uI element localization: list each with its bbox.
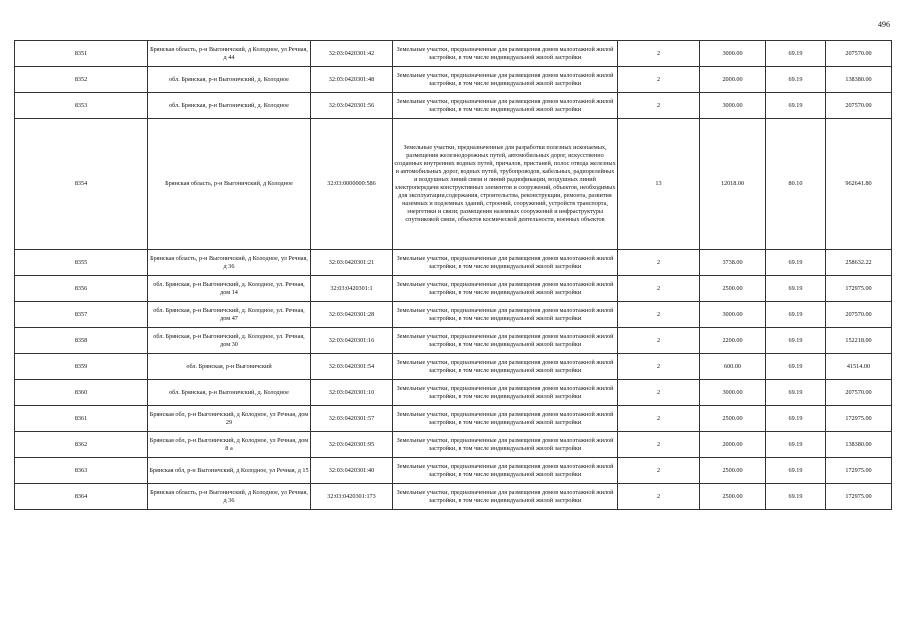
row-number: 8363 — [15, 458, 148, 484]
row-number: 8356 — [15, 276, 148, 302]
land-category-code-cell: 2 — [618, 276, 700, 302]
row-number: 8355 — [15, 250, 148, 276]
land-use-cell: Земельные участки, предназначенные для размещения домов малоэтажной жилой застройки, в том числе индивидуальной жилой застройки — [393, 302, 618, 328]
table-row — [15, 406, 892, 432]
row-number: 8361 — [15, 406, 148, 432]
land-category-code-cell: 2 — [618, 67, 700, 93]
area-cell: 2500.00 — [700, 458, 766, 484]
cadastral-number-cell: 32:03:0420301:173 — [311, 484, 393, 510]
cadastral-number-cell: 32:03:0420301:10 — [311, 380, 393, 406]
unit-value-cell: 69.19 — [766, 250, 826, 276]
area-cell: 2200.00 — [700, 328, 766, 354]
unit-value-cell: 69.19 — [766, 276, 826, 302]
address-cell: Брянская область, р-н Выгоничский, д Колодное, ул Речная, д 36 — [148, 484, 311, 510]
land-category-code-cell: 2 — [618, 432, 700, 458]
page-number: 496 — [878, 20, 890, 29]
land-category-code-cell: 2 — [618, 250, 700, 276]
unit-value-cell: 69.19 — [766, 406, 826, 432]
cadastral-number-cell: 32:03:0420301:40 — [311, 458, 393, 484]
unit-value-cell: 69.19 — [766, 67, 826, 93]
row-number: 8362 — [15, 432, 148, 458]
table-row — [15, 484, 892, 510]
row-number: 8352 — [15, 67, 148, 93]
cadastral-value-cell: 962641.80 — [826, 119, 892, 250]
row-number: 8354 — [15, 119, 148, 250]
land-use-cell: Земельные участки, предназначенные для размещения домов малоэтажной жилой застройки, в том числе индивидуальной жилой застройки — [393, 276, 618, 302]
cadastral-number-cell: 32:03:0420301:48 — [311, 67, 393, 93]
cadastral-value-cell: 138380.00 — [826, 432, 892, 458]
address-cell: обл. Брянская, р-н Выгоничский, д. Колодное, ул. Речная, дом 47 — [148, 302, 311, 328]
area-cell: 2500.00 — [700, 276, 766, 302]
address-cell: обл. Брянская, р-н Выгоничский, д. Колодное, ул. Речная, дом 14 — [148, 276, 311, 302]
land-use-cell: Земельные участки, предназначенные для размещения домов малоэтажной жилой застройки, в том числе индивидуальной жилой застройки — [393, 406, 618, 432]
table-row — [15, 67, 892, 93]
cadastral-number-cell: 32:03:0420301:95 — [311, 432, 393, 458]
table-row — [15, 458, 892, 484]
land-category-code-cell: 2 — [618, 302, 700, 328]
unit-value-cell: 69.19 — [766, 380, 826, 406]
table-row — [15, 380, 892, 406]
area-cell: 2000.00 — [700, 432, 766, 458]
cadastral-number-cell: 32:03:0420301:57 — [311, 406, 393, 432]
table-row — [15, 41, 892, 67]
land-use-cell: Земельные участки, предназначенные для размещения домов малоэтажной жилой застройки, в том числе индивидуальной жилой застройки — [393, 250, 618, 276]
row-number: 8353 — [15, 93, 148, 119]
cadastral-value-table — [14, 40, 892, 510]
table-row — [15, 354, 892, 380]
area-cell: 3000.00 — [700, 302, 766, 328]
land-use-cell: Земельные участки, предназначенные для размещения домов малоэтажной жилой застройки, в том числе индивидуальной жилой застройки — [393, 432, 618, 458]
land-use-cell: Земельные участки, предназначенные для размещения домов малоэтажной жилой застройки, в том числе индивидуальной жилой застройки — [393, 67, 618, 93]
land-category-code-cell: 2 — [618, 41, 700, 67]
unit-value-cell: 69.19 — [766, 484, 826, 510]
unit-value-cell: 69.19 — [766, 302, 826, 328]
cadastral-number-cell: 32:03:0420301:54 — [311, 354, 393, 380]
cadastral-value-cell: 207570.00 — [826, 93, 892, 119]
address-cell: обл. Брянская, р-н Выгоничский, д. Колодное — [148, 93, 311, 119]
row-number: 8351 — [15, 41, 148, 67]
area-cell: 2000.00 — [700, 67, 766, 93]
area-cell: 12018.00 — [700, 119, 766, 250]
land-category-code-cell: 13 — [618, 119, 700, 250]
cadastral-value-cell: 138380.00 — [826, 67, 892, 93]
address-cell: обл. Брянская, р-н Выгоничский, д. Колодное — [148, 380, 311, 406]
land-category-code-cell: 2 — [618, 354, 700, 380]
row-number: 8359 — [15, 354, 148, 380]
land-category-code-cell: 2 — [618, 328, 700, 354]
address-cell: обл. Брянская, р-н Выгоничский — [148, 354, 311, 380]
cadastral-number-cell: 32:03:0420301:1 — [311, 276, 393, 302]
row-number: 8364 — [15, 484, 148, 510]
row-number: 8360 — [15, 380, 148, 406]
cadastral-number-cell: 32:03:0000000:586 — [311, 119, 393, 250]
area-cell: 3000.00 — [700, 380, 766, 406]
area-cell: 2500.00 — [700, 406, 766, 432]
area-cell: 2500.00 — [700, 484, 766, 510]
cadastral-number-cell: 32:03:0420301:21 — [311, 250, 393, 276]
address-cell: Брянская обл, р-н Выгоничский, д Колодное, ул Речная, д 15 — [148, 458, 311, 484]
cadastral-number-cell: 32:03:0420301:16 — [311, 328, 393, 354]
address-cell: Брянская обл, р-н Выгоничский, д Колодное, ул Речная, дом 8 а — [148, 432, 311, 458]
land-category-code-cell: 2 — [618, 458, 700, 484]
cadastral-number-cell: 32:03:0420301:42 — [311, 41, 393, 67]
address-cell: обл. Брянская, р-н Выгоничский, д. Колодное — [148, 67, 311, 93]
cadastral-value-cell: 172975.00 — [826, 406, 892, 432]
unit-value-cell: 69.19 — [766, 93, 826, 119]
area-cell: 600.00 — [700, 354, 766, 380]
land-use-cell: Земельные участки, предназначенные для размещения домов малоэтажной жилой застройки, в том числе индивидуальной жилой застройки — [393, 354, 618, 380]
area-cell: 3000.00 — [700, 41, 766, 67]
address-cell: Брянская обл, р-н Выгоничский, д Колодное, ул Речная, дом 29 — [148, 406, 311, 432]
address-cell: обл. Брянская, р-н Выгоничский, д. Колодное, ул. Речная, дом 30 — [148, 328, 311, 354]
cadastral-value-cell: 41514.00 — [826, 354, 892, 380]
cadastral-value-cell: 207570.00 — [826, 41, 892, 67]
cadastral-value-cell: 152218.00 — [826, 328, 892, 354]
land-category-code-cell: 2 — [618, 484, 700, 510]
unit-value-cell: 69.19 — [766, 458, 826, 484]
cadastral-value-cell: 172975.00 — [826, 458, 892, 484]
land-use-cell: Земельные участки, предназначенные для размещения домов малоэтажной жилой застройки, в том числе индивидуальной жилой застройки — [393, 458, 618, 484]
table-row — [15, 250, 892, 276]
cadastral-value-cell: 207570.00 — [826, 380, 892, 406]
area-cell: 3738.00 — [700, 250, 766, 276]
area-cell: 3000.00 — [700, 93, 766, 119]
land-category-code-cell: 2 — [618, 93, 700, 119]
cadastral-value-cell: 172975.00 — [826, 484, 892, 510]
unit-value-cell: 69.19 — [766, 41, 826, 67]
land-category-code-cell: 2 — [618, 406, 700, 432]
cadastral-value-cell: 258632.22 — [826, 250, 892, 276]
land-category-code-cell: 2 — [618, 380, 700, 406]
unit-value-cell: 69.19 — [766, 354, 826, 380]
row-number: 8358 — [15, 328, 148, 354]
land-use-cell: Земельные участки, предназначенные для размещения домов малоэтажной жилой застройки, в том числе индивидуальной жилой застройки — [393, 484, 618, 510]
table-row — [15, 302, 892, 328]
cadastral-number-cell: 32:03:0420301:28 — [311, 302, 393, 328]
land-use-cell: Земельные участки, предназначенные для размещения домов малоэтажной жилой застройки, в том числе индивидуальной жилой застройки — [393, 328, 618, 354]
unit-value-cell: 69.19 — [766, 328, 826, 354]
table-row — [15, 432, 892, 458]
cadastral-value-cell: 172975.00 — [826, 276, 892, 302]
table-row — [15, 276, 892, 302]
address-cell: Брянская область, р-н Выгоничский, д Колодное — [148, 119, 311, 250]
table-row — [15, 328, 892, 354]
address-cell: Брянская область, р-н Выгоничский, д Колодное, ул Речная, д 36 — [148, 250, 311, 276]
land-use-cell: Земельные участки, предназначенные для разработки полезных ископаемых, размещения железнодорожных путей, автомобильных дорог, искусственно созданных внутренних водных путей, причалов, пристаней, полос отвода железных и автомобильных дорог, водных путей, трубопроводов, кабельных, радиорелейных и воздушных линий связи и линий радиофикации, воздушных линий электропередачи конструктивных элементов и сооружений, объектов, необходимых для эксплуатации,содержания, строительства, реконструкции, ремонта, развития наземных и подземных зданий, строений, сооружений, устройств транспорта, энергетики и связи; размещения наземных сооружений и инфраструктуры спутниковой связи, объектов космической деятельности, военных объектов — [393, 119, 618, 250]
row-number: 8357 — [15, 302, 148, 328]
unit-value-cell: 69.19 — [766, 432, 826, 458]
land-use-cell: Земельные участки, предназначенные для размещения домов малоэтажной жилой застройки, в том числе индивидуальной жилой застройки — [393, 41, 618, 67]
table-row — [15, 119, 892, 250]
cadastral-number-cell: 32:03:0420301:56 — [311, 93, 393, 119]
address-cell: Брянская область, р-н Выгоничский, д Колодное, ул Речная, д 44 — [148, 41, 311, 67]
table-row — [15, 93, 892, 119]
unit-value-cell: 80.10 — [766, 119, 826, 250]
land-use-cell: Земельные участки, предназначенные для размещения домов малоэтажной жилой застройки, в том числе индивидуальной жилой застройки — [393, 93, 618, 119]
land-use-cell: Земельные участки, предназначенные для размещения домов малоэтажной жилой застройки, в том числе индивидуальной жилой застройки — [393, 380, 618, 406]
cadastral-value-cell: 207570.00 — [826, 302, 892, 328]
